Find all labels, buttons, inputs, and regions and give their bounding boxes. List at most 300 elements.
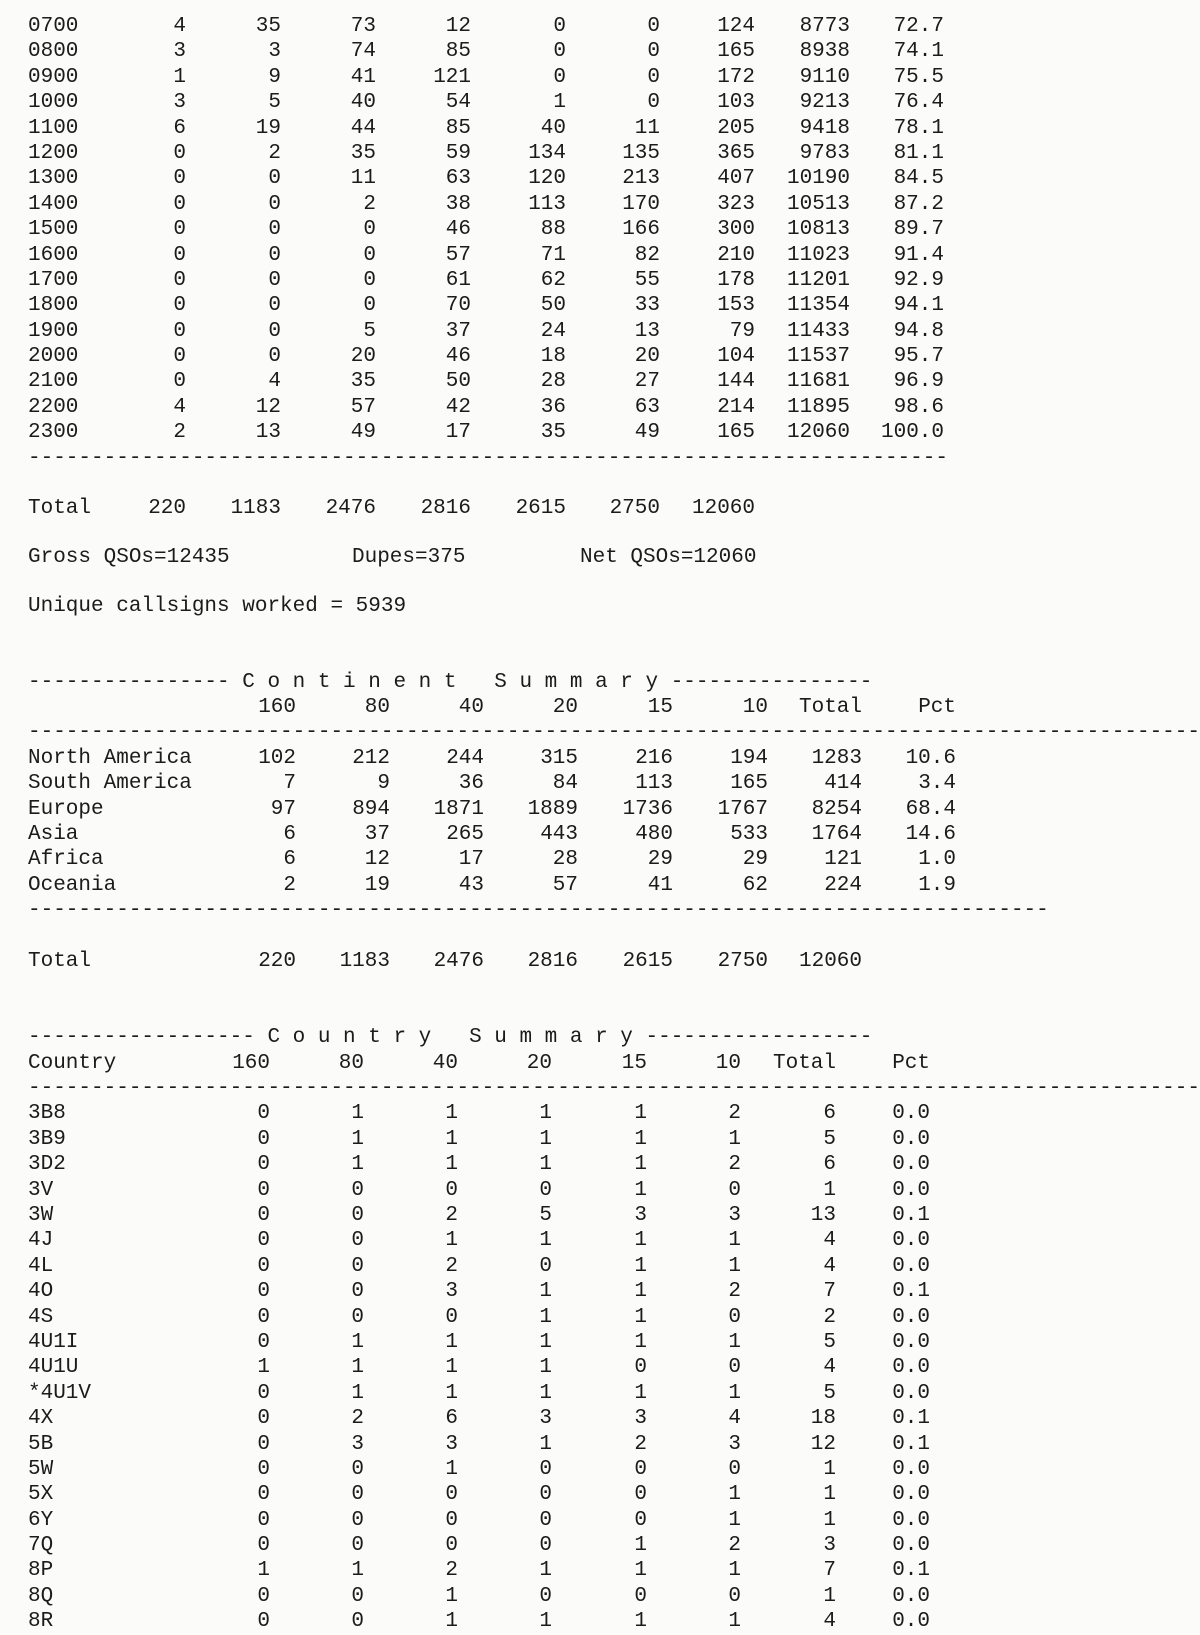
- hourly-row: [28, 420, 988, 445]
- band-40-cell: 73: [350, 15, 376, 38]
- country-band-15-cell: 1: [634, 1254, 647, 1278]
- continent-band-10-cell: 1767: [717, 797, 768, 821]
- band-10-cell: 63: [634, 395, 660, 419]
- hour-total-cell: 178: [717, 268, 755, 292]
- cumulative-cell: 11681: [786, 370, 850, 394]
- band-20-cell: 85: [445, 116, 471, 140]
- country-band-20-cell: 1: [539, 1330, 552, 1354]
- country-band-160-cell: 0: [257, 1610, 270, 1634]
- country-name-cell: 3B8: [28, 1102, 66, 1126]
- pct-cell: 74.1: [893, 40, 944, 64]
- country-band-160-cell: 0: [257, 1254, 270, 1278]
- cumulative-cell: 11537: [786, 345, 850, 369]
- country-row: [28, 1482, 988, 1507]
- country-row: [28, 1558, 988, 1583]
- country-row: [28, 1355, 988, 1380]
- country-band-80-cell: 1: [351, 1559, 364, 1583]
- country-band-40-cell: 0: [445, 1483, 458, 1507]
- band-160-cell: 0: [173, 319, 186, 343]
- country-row: [28, 1203, 988, 1228]
- band-10-cell: 33: [634, 294, 660, 318]
- total-value: 2816: [420, 497, 471, 521]
- country-band-40-cell: 2: [445, 1204, 458, 1228]
- continent-band-40-cell: 36: [458, 772, 484, 796]
- country-pct-cell: 0.0: [892, 1229, 930, 1253]
- country-band-15-cell: 0: [634, 1483, 647, 1507]
- country-band-80-cell: 0: [351, 1534, 364, 1558]
- band-10-cell: 135: [622, 141, 660, 165]
- continent-pct-cell: 14.6: [905, 822, 956, 846]
- hourly-row: [28, 116, 988, 141]
- hourly-rule: -------------------------------------------------------------------------: [28, 446, 948, 470]
- country-band-40-cell: 0: [445, 1305, 458, 1329]
- country-band-10-cell: 2: [728, 1102, 741, 1126]
- continent-pct-cell: 1.9: [918, 873, 956, 897]
- band-80-cell: 35: [255, 15, 281, 38]
- country-pct-cell: 0.0: [892, 1356, 930, 1380]
- country-name-cell: 4U1U: [28, 1356, 79, 1380]
- country-band-15-cell: 1: [634, 1559, 647, 1583]
- band-40-cell: 74: [350, 40, 376, 64]
- cumulative-cell: 11895: [786, 395, 850, 419]
- country-name-cell: 8R: [28, 1610, 54, 1634]
- country-pct-cell: 0.0: [892, 1508, 930, 1532]
- band-20-cell: 54: [445, 91, 471, 115]
- hourly-table: [28, 14, 988, 446]
- country-row: [28, 1406, 988, 1431]
- band-80-cell: 19: [255, 116, 281, 140]
- country-pct-cell: 0.0: [892, 1127, 930, 1151]
- hour-cell: 1900: [28, 319, 79, 343]
- country-row: [28, 1330, 988, 1355]
- band-160-cell: 3: [173, 40, 186, 64]
- band-160-cell: 0: [173, 345, 186, 369]
- band-10-cell: 11: [634, 116, 660, 140]
- pct-cell: 96.9: [893, 370, 944, 394]
- band-10-cell: 82: [634, 243, 660, 267]
- continent-band-15-cell: 216: [635, 746, 673, 770]
- hourly-row: [28, 141, 988, 166]
- band-20-cell: 46: [445, 218, 471, 242]
- band-20-cell: 17: [445, 421, 471, 445]
- country-band-10-cell: 1: [728, 1483, 741, 1507]
- country-band-160-cell: 0: [257, 1508, 270, 1532]
- continent-band-20-cell: 84: [552, 772, 578, 796]
- cumulative-cell: 11023: [786, 243, 850, 267]
- continent-pct-cell: 10.6: [905, 746, 956, 770]
- continent-total-cell: 1764: [811, 822, 862, 846]
- continent-summary-title: ---------------- C o n t i n e n t S u m m a r y ----------------: [28, 670, 873, 694]
- continent-band-80-cell: 12: [364, 848, 390, 872]
- continent-total-cell: 8254: [811, 797, 862, 821]
- continent-rule-bottom: ---------------------------------------------------------------------------------: [28, 899, 1049, 923]
- continent-band-20-cell: 315: [540, 746, 578, 770]
- hourly-row: [28, 243, 988, 268]
- continent-band-15-cell: 1736: [622, 797, 673, 821]
- pct-cell: 92.9: [893, 268, 944, 292]
- hour-total-cell: 144: [717, 370, 755, 394]
- continent-name-cell: Europe: [28, 797, 104, 821]
- continent-band-80-cell: 9: [377, 772, 390, 796]
- country-total-cell: 4: [823, 1610, 836, 1634]
- country-band-160-cell: 0: [257, 1305, 270, 1329]
- band-10-cell: 0: [647, 91, 660, 115]
- country-band-20-cell: 3: [539, 1407, 552, 1431]
- country-band-15-cell: 1: [634, 1229, 647, 1253]
- total-value: 2476: [325, 497, 376, 521]
- continent-band-15-cell: 41: [647, 873, 673, 897]
- country-row: [28, 1152, 988, 1177]
- country-band-20-cell: 1: [539, 1432, 552, 1456]
- continent-row: [28, 822, 988, 847]
- band-15-cell: 120: [528, 167, 566, 191]
- country-band-80-cell: 0: [351, 1610, 364, 1634]
- country-pct-cell: 0.0: [892, 1330, 930, 1354]
- cumulative-cell: 9213: [799, 91, 850, 115]
- country-band-15-cell: 0: [634, 1457, 647, 1481]
- cumulative-cell: 11354: [786, 294, 850, 318]
- country-band-80-cell: 1: [351, 1381, 364, 1405]
- country-row: [28, 1178, 988, 1203]
- country-band-80-cell: 0: [351, 1305, 364, 1329]
- continent-band-10-cell: 194: [730, 746, 768, 770]
- band-80-cell: 0: [268, 319, 281, 343]
- column-header: 15: [621, 1051, 647, 1075]
- country-row: [28, 1457, 988, 1482]
- pct-cell: 78.1: [893, 116, 944, 140]
- hour-total-cell: 300: [717, 218, 755, 242]
- band-40-cell: 40: [350, 91, 376, 115]
- hour-cell: 1700: [28, 268, 79, 292]
- column-header: 160: [258, 695, 296, 719]
- continent-band-160-cell: 97: [270, 797, 296, 821]
- country-band-15-cell: 1: [634, 1153, 647, 1177]
- country-band-160-cell: 0: [257, 1280, 270, 1304]
- country-band-160-cell: 0: [257, 1153, 270, 1177]
- band-15-cell: 18: [540, 345, 566, 369]
- country-band-10-cell: 0: [728, 1305, 741, 1329]
- continent-name-cell: South America: [28, 772, 192, 796]
- total-value: 2615: [622, 949, 673, 973]
- band-160-cell: 2: [173, 421, 186, 445]
- country-band-80-cell: 0: [351, 1584, 364, 1608]
- continent-band-20-cell: 57: [552, 873, 578, 897]
- country-total-cell: 1: [823, 1483, 836, 1507]
- band-80-cell: 2: [268, 141, 281, 165]
- band-20-cell: 57: [445, 243, 471, 267]
- country-pct-cell: 0.1: [892, 1407, 930, 1431]
- country-name-cell: 7Q: [28, 1534, 54, 1558]
- total-label: Total: [28, 497, 92, 521]
- band-10-cell: 27: [634, 370, 660, 394]
- continent-band-160-cell: 102: [258, 746, 296, 770]
- column-header: Total: [772, 1051, 836, 1075]
- band-80-cell: 0: [268, 192, 281, 216]
- country-row: [28, 1381, 988, 1406]
- band-80-cell: 0: [268, 268, 281, 292]
- continent-pct-cell: 68.4: [905, 797, 956, 821]
- band-20-cell: 85: [445, 40, 471, 64]
- hourly-row: [28, 90, 988, 115]
- continent-band-80-cell: 212: [352, 746, 390, 770]
- band-10-cell: 213: [622, 167, 660, 191]
- country-row: [28, 1533, 988, 1558]
- band-20-cell: 12: [445, 15, 471, 38]
- country-band-10-cell: 4: [728, 1407, 741, 1431]
- cumulative-cell: 12060: [786, 421, 850, 445]
- net-qsos: Net QSOs=12060: [580, 545, 757, 569]
- total-value: 220: [258, 949, 296, 973]
- continent-band-10-cell: 29: [742, 848, 768, 872]
- band-20-cell: 61: [445, 268, 471, 292]
- column-header: 160: [232, 1051, 270, 1075]
- country-total-cell: 2: [823, 1305, 836, 1329]
- band-10-cell: 55: [634, 268, 660, 292]
- continent-total-cell: 224: [824, 873, 862, 897]
- country-band-80-cell: 0: [351, 1508, 364, 1532]
- band-160-cell: 0: [173, 192, 186, 216]
- continent-band-10-cell: 62: [742, 873, 768, 897]
- country-row: [28, 1127, 988, 1152]
- country-band-160-cell: 0: [257, 1407, 270, 1431]
- continent-rule: ---------------------------------------------------------------------------------------------: [28, 721, 1200, 745]
- country-total-cell: 7: [823, 1559, 836, 1583]
- cumulative-cell: 10513: [786, 192, 850, 216]
- hourly-row: [28, 319, 988, 344]
- country-rule: ---------------------------------------------------------------------------------------------: [28, 1077, 1200, 1101]
- band-160-cell: 0: [173, 268, 186, 292]
- continent-band-20-cell: 1889: [527, 797, 578, 821]
- band-10-cell: 170: [622, 192, 660, 216]
- hour-total-cell: 124: [717, 15, 755, 38]
- band-20-cell: 59: [445, 141, 471, 165]
- country-name-cell: 3W: [28, 1204, 54, 1228]
- band-160-cell: 0: [173, 294, 186, 318]
- pct-cell: 98.6: [893, 395, 944, 419]
- country-band-160-cell: 0: [257, 1229, 270, 1253]
- country-band-10-cell: 1: [728, 1559, 741, 1583]
- total-value: 12060: [691, 497, 755, 521]
- country-pct-cell: 0.1: [892, 1280, 930, 1304]
- country-total-cell: 1: [823, 1508, 836, 1532]
- total-value: 2750: [609, 497, 660, 521]
- country-pct-cell: 0.0: [892, 1610, 930, 1634]
- continent-band-160-cell: 6: [283, 822, 296, 846]
- country-band-10-cell: 0: [728, 1356, 741, 1380]
- continent-band-40-cell: 1871: [433, 797, 484, 821]
- continent-band-15-cell: 113: [635, 772, 673, 796]
- country-band-80-cell: 0: [351, 1280, 364, 1304]
- pct-cell: 87.2: [893, 192, 944, 216]
- country-total-cell: 12: [810, 1432, 836, 1456]
- continent-band-15-cell: 29: [647, 848, 673, 872]
- country-band-40-cell: 1: [445, 1584, 458, 1608]
- country-band-10-cell: 1: [728, 1508, 741, 1532]
- band-10-cell: 49: [634, 421, 660, 445]
- country-band-15-cell: 1: [634, 1330, 647, 1354]
- country-row: [28, 1305, 988, 1330]
- total-value: 1183: [339, 949, 390, 973]
- country-total-cell: 1: [823, 1457, 836, 1481]
- band-20-cell: 63: [445, 167, 471, 191]
- column-header: 40: [432, 1051, 458, 1075]
- hourly-row: [28, 217, 988, 242]
- band-160-cell: 0: [173, 167, 186, 191]
- country-band-160-cell: 0: [257, 1204, 270, 1228]
- band-80-cell: 3: [268, 40, 281, 64]
- country-band-10-cell: 1: [728, 1381, 741, 1405]
- continent-band-80-cell: 894: [352, 797, 390, 821]
- continent-name-cell: Africa: [28, 848, 104, 872]
- column-header: 80: [338, 1051, 364, 1075]
- country-total-cell: 5: [823, 1127, 836, 1151]
- hour-cell: 1200: [28, 141, 79, 165]
- continent-band-20-cell: 443: [540, 822, 578, 846]
- country-total-cell: 6: [823, 1153, 836, 1177]
- country-band-15-cell: 1: [634, 1534, 647, 1558]
- band-10-cell: 13: [634, 319, 660, 343]
- country-header-row: [28, 1051, 988, 1076]
- country-band-20-cell: 1: [539, 1381, 552, 1405]
- country-band-20-cell: 0: [539, 1534, 552, 1558]
- country-band-40-cell: 2: [445, 1559, 458, 1583]
- cumulative-cell: 8938: [799, 40, 850, 64]
- country-band-20-cell: 0: [539, 1457, 552, 1481]
- total-value: 1183: [230, 497, 281, 521]
- pct-cell: 100.0: [880, 421, 944, 445]
- country-band-10-cell: 1: [728, 1610, 741, 1634]
- country-total-cell: 3: [823, 1534, 836, 1558]
- country-band-10-cell: 3: [728, 1204, 741, 1228]
- band-15-cell: 0: [553, 15, 566, 38]
- band-80-cell: 0: [268, 243, 281, 267]
- column-header: 10: [742, 695, 768, 719]
- hour-total-cell: 165: [717, 40, 755, 64]
- country-name-cell: 6Y: [28, 1508, 54, 1532]
- band-15-cell: 113: [528, 192, 566, 216]
- band-15-cell: 71: [540, 243, 566, 267]
- pct-cell: 81.1: [893, 141, 944, 165]
- continent-row: [28, 797, 988, 822]
- hour-cell: 1300: [28, 167, 79, 191]
- country-band-80-cell: 0: [351, 1229, 364, 1253]
- continent-band-20-cell: 28: [552, 848, 578, 872]
- country-band-80-cell: 0: [351, 1457, 364, 1481]
- country-band-80-cell: 1: [351, 1330, 364, 1354]
- country-band-10-cell: 2: [728, 1534, 741, 1558]
- country-band-20-cell: 1: [539, 1610, 552, 1634]
- country-row: [28, 1254, 988, 1279]
- country-band-10-cell: 0: [728, 1584, 741, 1608]
- continent-band-10-cell: 533: [730, 822, 768, 846]
- country-band-20-cell: 0: [539, 1584, 552, 1608]
- gross-qsos: Gross QSOs=12435: [28, 545, 230, 569]
- hour-cell: 1500: [28, 218, 79, 242]
- hour-cell: 0900: [28, 65, 79, 89]
- country-total-cell: 4: [823, 1356, 836, 1380]
- band-10-cell: 0: [647, 65, 660, 89]
- country-band-160-cell: 0: [257, 1432, 270, 1456]
- hour-cell: 0800: [28, 40, 79, 64]
- country-name-cell: 5W: [28, 1457, 54, 1481]
- pct-cell: 95.7: [893, 345, 944, 369]
- country-band-15-cell: 1: [634, 1102, 647, 1126]
- band-15-cell: 0: [553, 65, 566, 89]
- continent-pct-cell: 3.4: [918, 772, 956, 796]
- band-80-cell: 0: [268, 218, 281, 242]
- hour-total-cell: 205: [717, 116, 755, 140]
- continent-band-40-cell: 265: [446, 822, 484, 846]
- continent-band-40-cell: 244: [446, 746, 484, 770]
- country-name-cell: 3V: [28, 1178, 54, 1202]
- country-band-10-cell: 1: [728, 1330, 741, 1354]
- cumulative-cell: 10190: [786, 167, 850, 191]
- band-80-cell: 0: [268, 345, 281, 369]
- country-band-40-cell: 1: [445, 1356, 458, 1380]
- country-pct-cell: 0.0: [892, 1254, 930, 1278]
- country-band-15-cell: 1: [634, 1178, 647, 1202]
- country-band-10-cell: 1: [728, 1127, 741, 1151]
- band-40-cell: 35: [350, 141, 376, 165]
- hourly-row: [28, 39, 988, 64]
- hour-cell: 1600: [28, 243, 79, 267]
- country-total-cell: 5: [823, 1330, 836, 1354]
- country-pct-cell: 0.0: [892, 1483, 930, 1507]
- country-total-cell: 4: [823, 1254, 836, 1278]
- continent-band-80-cell: 37: [364, 822, 390, 846]
- column-header: Total: [798, 695, 862, 719]
- band-160-cell: 0: [173, 218, 186, 242]
- country-band-80-cell: 0: [351, 1204, 364, 1228]
- hour-cell: 2300: [28, 421, 79, 445]
- country-band-80-cell: 2: [351, 1407, 364, 1431]
- band-80-cell: 0: [268, 167, 281, 191]
- country-band-80-cell: 1: [351, 1127, 364, 1151]
- pct-cell: 84.5: [893, 167, 944, 191]
- band-15-cell: 36: [540, 395, 566, 419]
- country-name-cell: 5B: [28, 1432, 54, 1456]
- continent-band-10-cell: 165: [730, 772, 768, 796]
- band-80-cell: 9: [268, 65, 281, 89]
- continent-total-row: [28, 949, 988, 974]
- country-total-cell: 6: [823, 1102, 836, 1126]
- band-15-cell: 35: [540, 421, 566, 445]
- hourly-row: [28, 395, 988, 420]
- continent-band-160-cell: 2: [283, 873, 296, 897]
- country-total-cell: 18: [810, 1407, 836, 1431]
- pct-cell: 72.7: [893, 15, 944, 38]
- country-band-10-cell: 0: [728, 1178, 741, 1202]
- country-name-cell: 4L: [28, 1254, 54, 1278]
- pct-cell: 94.1: [893, 294, 944, 318]
- total-label: Total: [28, 949, 92, 973]
- dupes: Dupes=375: [352, 545, 466, 569]
- country-band-15-cell: 0: [634, 1584, 647, 1608]
- country-total-cell: 5: [823, 1381, 836, 1405]
- column-header: 20: [552, 695, 578, 719]
- country-band-15-cell: 0: [634, 1508, 647, 1532]
- band-40-cell: 41: [350, 65, 376, 89]
- band-80-cell: 5: [268, 91, 281, 115]
- country-band-20-cell: 5: [539, 1204, 552, 1228]
- band-40-cell: 35: [350, 370, 376, 394]
- band-20-cell: 121: [433, 65, 471, 89]
- hour-cell: 1000: [28, 91, 79, 115]
- cumulative-cell: 9418: [799, 116, 850, 140]
- country-name-cell: 4X: [28, 1407, 54, 1431]
- country-band-160-cell: 0: [257, 1483, 270, 1507]
- band-40-cell: 49: [350, 421, 376, 445]
